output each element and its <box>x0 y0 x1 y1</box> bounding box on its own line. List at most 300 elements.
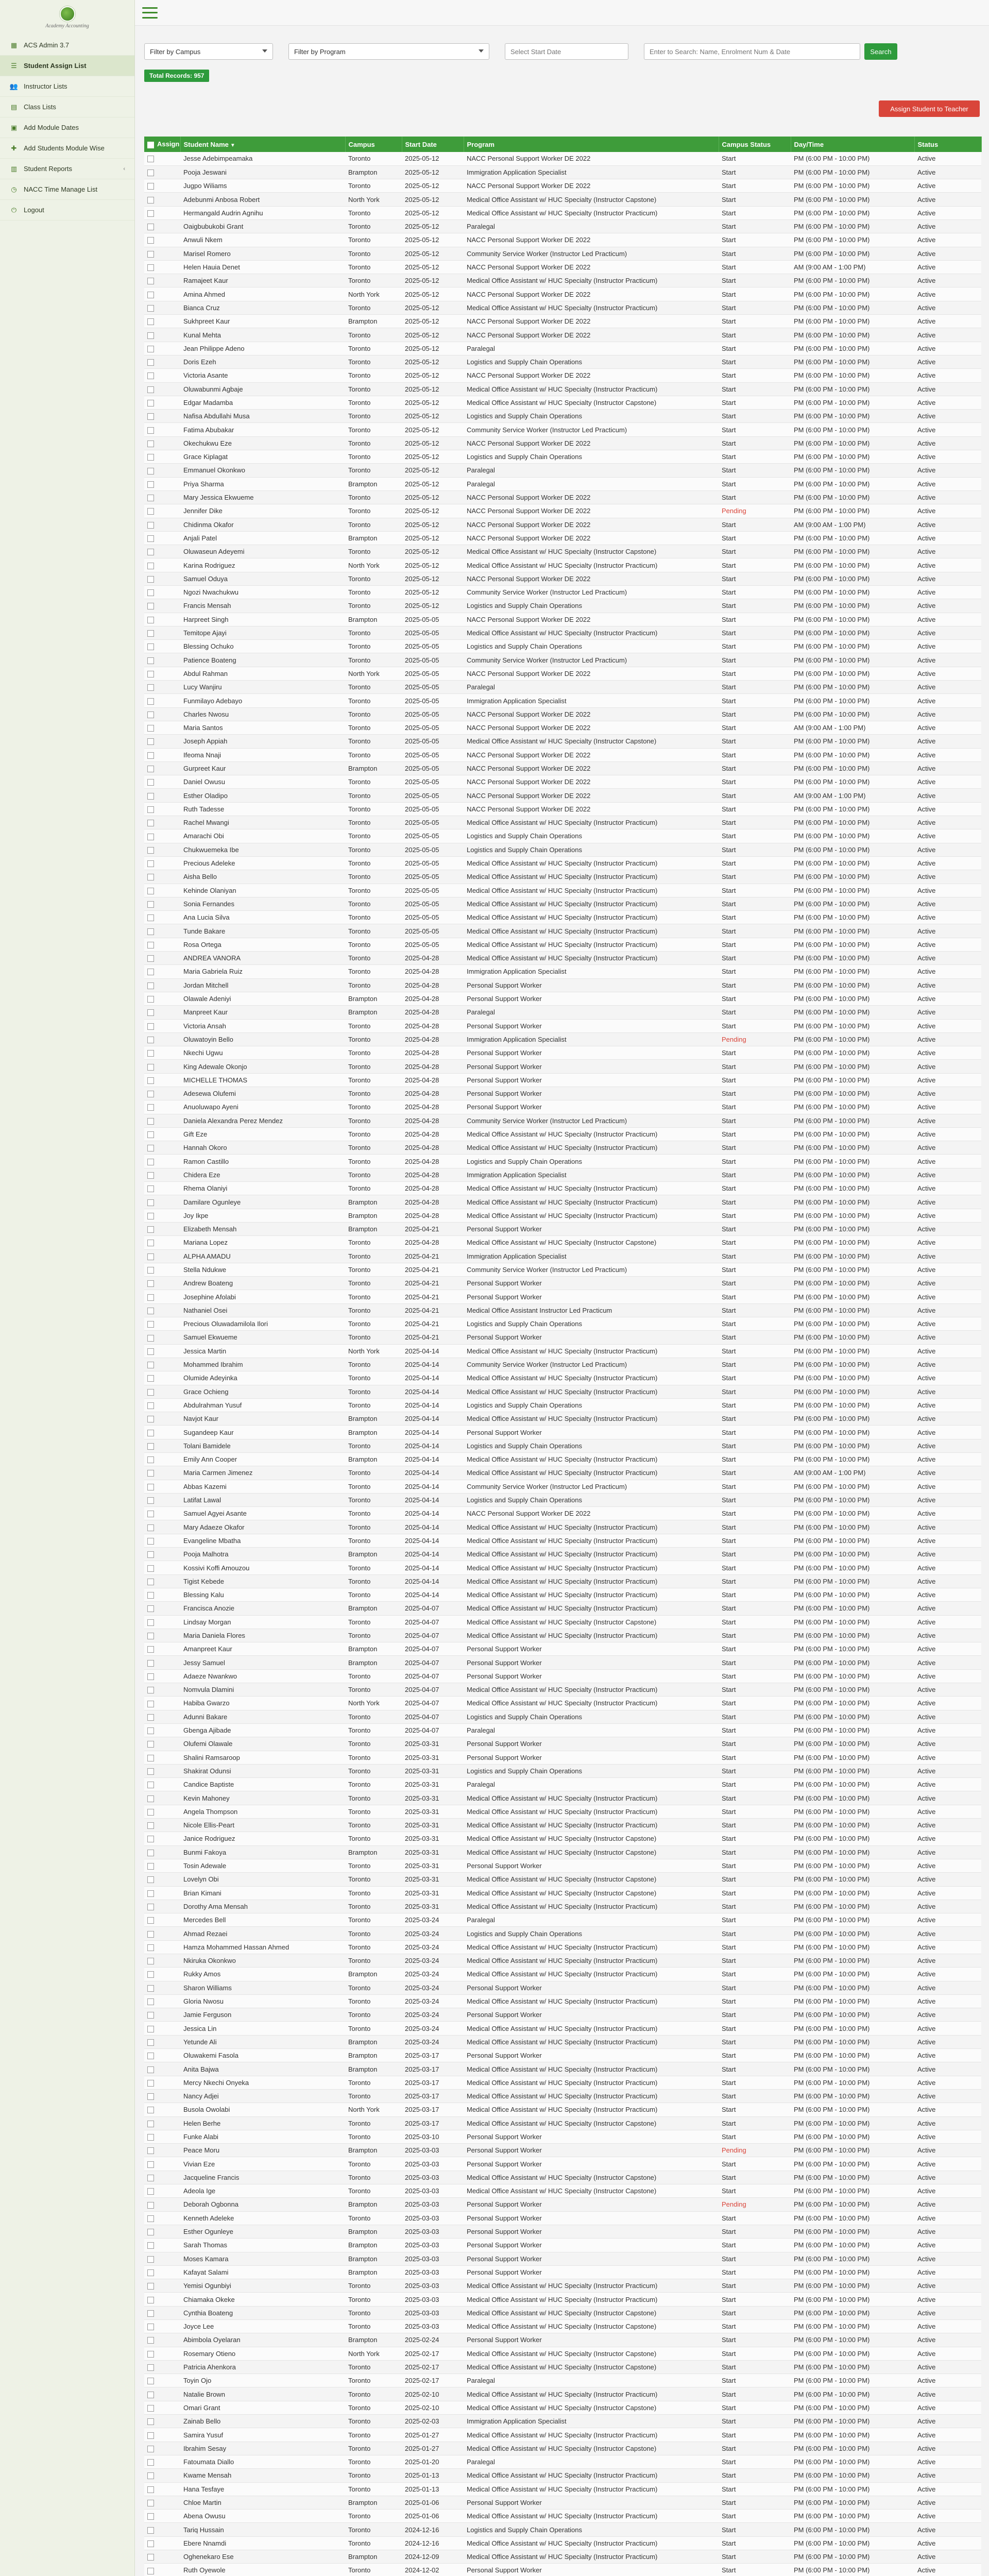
assign-checkbox[interactable] <box>147 643 154 650</box>
student-name-cell: Karina Rodriguez <box>180 558 345 572</box>
day-time-cell: PM (6:00 PM - 10:00 PM) <box>791 2387 914 2401</box>
campus-cell: Brampton <box>345 761 402 775</box>
assign-checkbox[interactable] <box>147 1294 154 1301</box>
sidebar-item[interactable] <box>0 76 134 97</box>
assign-checkbox[interactable] <box>147 549 154 555</box>
program-cell: Logistics and Supply Chain Operations <box>464 410 719 423</box>
assign-checkbox[interactable] <box>147 2107 154 2113</box>
assign-checkbox[interactable] <box>147 1524 154 1531</box>
sort-icon[interactable]: ▼ <box>230 142 235 148</box>
assign-cell <box>144 1317 180 1331</box>
clock-icon: ◷ <box>11 185 17 193</box>
assign-checkbox[interactable] <box>147 468 154 474</box>
campus-cell: Toronto <box>345 1507 402 1520</box>
assign-checkbox[interactable] <box>147 156 154 162</box>
brand[interactable] <box>0 0 134 35</box>
assign-checkbox[interactable] <box>147 1267 154 1274</box>
assign-checkbox[interactable] <box>147 2147 154 2154</box>
table-row <box>144 1073 981 1087</box>
assign-checkbox[interactable] <box>147 2026 154 2032</box>
assign-checkbox[interactable] <box>147 1280 154 1287</box>
assign-checkbox[interactable] <box>147 522 154 529</box>
assign-checkbox[interactable] <box>147 454 154 461</box>
assign-checkbox[interactable] <box>147 603 154 609</box>
campus-status-cell: Start <box>719 531 791 545</box>
assign-checkbox[interactable] <box>147 2446 154 2452</box>
assign-checkbox[interactable] <box>147 2256 154 2263</box>
assign-checkbox[interactable] <box>147 1321 154 1328</box>
assign-checkbox[interactable] <box>147 1511 154 1517</box>
day-time-cell: PM (6:00 PM - 10:00 PM) <box>791 2510 914 2523</box>
assign-checkbox[interactable] <box>147 834 154 840</box>
assign-checkbox[interactable] <box>147 711 154 718</box>
day-time-cell: PM (6:00 PM - 10:00 PM) <box>791 2360 914 2374</box>
campus-status-cell: Start <box>719 206 791 219</box>
select-all-checkbox[interactable] <box>147 142 154 148</box>
assign-checkbox[interactable] <box>147 2283 154 2290</box>
campus-status-cell: Start <box>719 978 791 992</box>
day-time-cell: PM (6:00 PM - 10:00 PM) <box>791 2293 914 2306</box>
sidebar-item[interactable] <box>0 200 134 221</box>
assign-checkbox[interactable] <box>147 766 154 772</box>
assign-checkbox[interactable] <box>147 2269 154 2276</box>
program-cell: Medical Office Assistant w/ HUC Specialty (Instructor Practicum) <box>464 2103 719 2116</box>
assign-checkbox[interactable] <box>147 1931 154 1938</box>
status-cell: Active <box>914 165 981 179</box>
assign-checkbox[interactable] <box>147 2053 154 2059</box>
assign-checkbox[interactable] <box>147 481 154 488</box>
assign-checkbox[interactable] <box>147 1890 154 1897</box>
assign-checkbox[interactable] <box>147 671 154 677</box>
day-time-cell: PM (6:00 PM - 10:00 PM) <box>791 2022 914 2035</box>
assign-checkbox[interactable] <box>147 1605 154 1612</box>
assign-checkbox[interactable] <box>147 928 154 935</box>
assign-checkbox[interactable] <box>147 1118 154 1125</box>
assign-checkbox[interactable] <box>147 305 154 312</box>
assign-checkbox[interactable] <box>147 2066 154 2073</box>
program-cell: Medical Office Assistant Instructor Led Practicum <box>464 1303 719 1317</box>
assign-checkbox[interactable] <box>147 1579 154 1585</box>
table-row <box>144 2008 981 2022</box>
assign-checkbox[interactable] <box>147 1646 154 1653</box>
day-time-cell: PM (6:00 PM - 10:00 PM) <box>791 2496 914 2509</box>
assign-checkbox[interactable] <box>147 901 154 908</box>
table-row <box>144 2428 981 2442</box>
assign-checkbox[interactable] <box>147 752 154 759</box>
program-cell: Medical Office Assistant w/ HUC Specialty (Instructor Practicum) <box>464 1588 719 1601</box>
assign-checkbox[interactable] <box>147 2392 154 2398</box>
assign-checkbox[interactable] <box>147 2554 154 2561</box>
assign-checkbox[interactable] <box>147 1917 154 1924</box>
assign-checkbox[interactable] <box>147 847 154 854</box>
assign-checkbox[interactable] <box>147 386 154 393</box>
campus-cell: Toronto <box>345 965 402 978</box>
campus-cell: Brampton <box>345 2333 402 2347</box>
assign-checkbox[interactable] <box>147 2364 154 2371</box>
table-row <box>144 2387 981 2401</box>
assign-checkbox[interactable] <box>147 2202 154 2209</box>
assign-checkbox[interactable] <box>147 1443 154 1450</box>
assign-checkbox[interactable] <box>147 1687 154 1693</box>
assign-checkbox[interactable] <box>147 1362 154 1368</box>
status-cell: Active <box>914 2293 981 2306</box>
campus-status-cell: Pending <box>719 2144 791 2157</box>
assign-checkbox[interactable] <box>147 942 154 948</box>
sidebar-item[interactable] <box>0 97 134 117</box>
day-time-cell: PM (6:00 PM - 10:00 PM) <box>791 1087 914 1100</box>
assign-checkbox[interactable] <box>147 1199 154 1206</box>
assign-checkbox[interactable] <box>147 1077 154 1084</box>
assign-checkbox[interactable] <box>147 2432 154 2439</box>
assign-checkbox[interactable] <box>147 982 154 989</box>
assign-checkbox[interactable] <box>147 1091 154 1097</box>
assign-checkbox[interactable] <box>147 1701 154 1707</box>
hamburger-menu-icon[interactable] <box>142 7 158 19</box>
assign-checkbox[interactable] <box>147 1430 154 1436</box>
assign-checkbox[interactable] <box>147 495 154 501</box>
assign-checkbox[interactable] <box>147 318 154 325</box>
assign-checkbox[interactable] <box>147 1741 154 1748</box>
assign-checkbox[interactable] <box>147 1971 154 1978</box>
assign-checkbox[interactable] <box>147 1172 154 1179</box>
keyword-search-input[interactable] <box>644 43 860 60</box>
assign-checkbox[interactable] <box>147 2012 154 2019</box>
assign-checkbox[interactable] <box>147 1904 154 1910</box>
sidebar-item[interactable] <box>0 179 134 200</box>
assign-checkbox[interactable] <box>147 2324 154 2330</box>
campus-status-cell: Start <box>719 2469 791 2482</box>
assign-checkbox[interactable] <box>147 2080 154 2087</box>
assign-checkbox[interactable] <box>147 914 154 921</box>
campus-status-cell: Start <box>719 2306 791 2319</box>
assign-checkbox[interactable] <box>147 170 154 176</box>
assign-checkbox[interactable] <box>147 224 154 230</box>
assign-checkbox[interactable] <box>147 793 154 800</box>
status-cell: Active <box>914 1426 981 1439</box>
student-name-cell: Precious Adeleke <box>180 856 345 870</box>
assign-checkbox[interactable] <box>147 264 154 271</box>
start-date-cell: 2025-05-05 <box>402 613 464 626</box>
assign-checkbox[interactable] <box>147 996 154 1003</box>
assign-checkbox[interactable] <box>147 183 154 190</box>
campus-cell: Toronto <box>345 1317 402 1331</box>
day-time-cell: PM (6:00 PM - 10:00 PM) <box>791 1019 914 1032</box>
campus-status-cell: Start <box>719 2252 791 2265</box>
day-time-cell: PM (6:00 PM - 10:00 PM) <box>791 1168 914 1181</box>
status-cell: Active <box>914 1060 981 1073</box>
assign-checkbox[interactable] <box>147 1944 154 1951</box>
status-cell: Active <box>914 1114 981 1127</box>
assign-checkbox[interactable] <box>147 2188 154 2195</box>
assign-checkbox[interactable] <box>147 1551 154 1558</box>
status-cell: Active <box>914 2008 981 2022</box>
assign-checkbox[interactable] <box>147 806 154 813</box>
assign-checkbox[interactable] <box>147 372 154 379</box>
assign-checkbox[interactable] <box>147 563 154 569</box>
start-date-cell: 2025-01-27 <box>402 2428 464 2442</box>
start-date-cell: 2025-03-17 <box>402 2062 464 2076</box>
assign-checkbox[interactable] <box>147 1253 154 1260</box>
assign-checkbox[interactable] <box>147 2175 154 2181</box>
assign-checkbox[interactable] <box>147 698 154 705</box>
start-date-cell: 2025-05-12 <box>402 410 464 423</box>
status-cell: Active <box>914 410 981 423</box>
assign-checkbox[interactable] <box>147 1308 154 1314</box>
assign-checkbox[interactable] <box>147 1768 154 1775</box>
student-name-cell: Maria Daniela Flores <box>180 1629 345 1642</box>
column-header[interactable] <box>180 137 345 152</box>
assign-checkbox[interactable] <box>147 1619 154 1626</box>
assign-checkbox[interactable] <box>147 576 154 583</box>
campus-cell: Toronto <box>345 2171 402 2184</box>
student-name-cell: Olawale Adeniyi <box>180 992 345 1005</box>
assign-checkbox[interactable] <box>147 779 154 786</box>
campus-cell: Toronto <box>345 396 402 409</box>
assign-checkbox[interactable] <box>147 1565 154 1572</box>
assign-checkbox[interactable] <box>147 1850 154 1856</box>
assign-checkbox[interactable] <box>147 1727 154 1734</box>
campus-status-cell: Start <box>719 2347 791 2360</box>
assign-checkbox[interactable] <box>147 2351 154 2358</box>
assign-checkbox[interactable] <box>147 1389 154 1396</box>
program-cell: Personal Support Worker <box>464 2239 719 2252</box>
assign-checkbox[interactable] <box>147 888 154 894</box>
assign-checkbox[interactable] <box>147 2500 154 2506</box>
student-name-cell: Lovelyn Obi <box>180 1873 345 1886</box>
assign-checkbox[interactable] <box>147 1714 154 1721</box>
assign-checkbox[interactable] <box>147 738 154 745</box>
sidebar-item[interactable] <box>0 138 134 159</box>
search-button[interactable]: Search <box>864 43 897 60</box>
campus-status-cell: Start <box>719 1723 791 1737</box>
day-time-cell: PM (6:00 PM - 10:00 PM) <box>791 681 914 694</box>
assign-checkbox[interactable] <box>147 820 154 826</box>
program-cell: Medical Office Assistant w/ HUC Specialty (Instructor Practicum) <box>464 1561 719 1574</box>
assign-checkbox[interactable] <box>147 684 154 691</box>
assign-checkbox[interactable] <box>147 2337 154 2344</box>
assign-checkbox[interactable] <box>147 657 154 664</box>
status-cell: Active <box>914 490 981 504</box>
program-filter-select[interactable] <box>288 43 489 60</box>
assign-checkbox[interactable] <box>147 1497 154 1504</box>
assign-checkbox[interactable] <box>147 1145 154 1151</box>
assign-checkbox[interactable] <box>147 1863 154 1870</box>
assign-checkbox[interactable] <box>147 1822 154 1829</box>
assign-checkbox[interactable] <box>147 1226 154 1233</box>
assign-checkbox[interactable] <box>147 1470 154 1477</box>
assign-checkbox[interactable] <box>147 1592 154 1599</box>
assign-student-button[interactable]: Assign Student to Teacher <box>879 100 980 117</box>
assign-checkbox[interactable] <box>147 1782 154 1788</box>
campus-status-cell: Start <box>719 2130 791 2143</box>
assign-checkbox[interactable] <box>147 535 154 542</box>
assign-checkbox[interactable] <box>147 874 154 880</box>
program-cell: Medical Office Assistant w/ HUC Specialty (Instructor Capstone) <box>464 1845 719 1859</box>
assign-checkbox[interactable] <box>147 1348 154 1355</box>
assign-checkbox[interactable] <box>147 1958 154 1964</box>
sidebar-item[interactable] <box>0 35 134 56</box>
assign-checkbox[interactable] <box>147 1836 154 1842</box>
assign-checkbox[interactable] <box>147 1416 154 1422</box>
status-cell: Active <box>914 843 981 856</box>
assign-cell <box>144 1060 180 1073</box>
assign-checkbox[interactable] <box>147 1484 154 1490</box>
status-cell: Active <box>914 545 981 558</box>
assign-checkbox[interactable] <box>147 1985 154 1992</box>
assign-checkbox[interactable] <box>147 2297 154 2303</box>
student-name-cell: Josephine Afolabi <box>180 1290 345 1303</box>
assign-checkbox[interactable] <box>147 292 154 298</box>
assign-checkbox[interactable] <box>147 2378 154 2384</box>
assign-cell <box>144 1900 180 1913</box>
assign-checkbox[interactable] <box>147 589 154 596</box>
sidebar-item[interactable] <box>0 159 134 179</box>
campus-filter-select[interactable] <box>144 43 273 60</box>
assign-checkbox[interactable] <box>147 2310 154 2317</box>
campus-cell: Toronto <box>345 1940 402 1954</box>
student-name-cell: Ana Lucia Silva <box>180 911 345 924</box>
campus-cell: Toronto <box>345 518 402 531</box>
assign-checkbox[interactable] <box>147 1185 154 1192</box>
campus-status-cell: Start <box>719 247 791 260</box>
assign-checkbox[interactable] <box>147 1402 154 1409</box>
student-name-cell: Okechukwu Eze <box>180 436 345 450</box>
student-name-cell: Rosemary Otieno <box>180 2347 345 2360</box>
assign-checkbox[interactable] <box>147 2121 154 2127</box>
assign-checkbox[interactable] <box>147 725 154 732</box>
assign-checkbox[interactable] <box>147 2486 154 2493</box>
start-date-cell: 2025-05-05 <box>402 884 464 897</box>
assign-cell <box>144 165 180 179</box>
assign-checkbox[interactable] <box>147 2242 154 2249</box>
assign-checkbox[interactable] <box>147 1131 154 1138</box>
assign-checkbox[interactable] <box>147 346 154 352</box>
campus-status-cell: Start <box>719 1697 791 1710</box>
assign-checkbox[interactable] <box>147 237 154 244</box>
day-time-cell: PM (6:00 PM - 10:00 PM) <box>791 2536 914 2550</box>
assign-checkbox[interactable] <box>147 1064 154 1071</box>
assign-checkbox[interactable] <box>147 332 154 339</box>
assign-checkbox[interactable] <box>147 508 154 515</box>
table-row <box>144 667 981 680</box>
assign-checkbox[interactable] <box>147 2418 154 2425</box>
day-time-cell: PM (6:00 PM - 10:00 PM) <box>791 504 914 518</box>
assign-checkbox[interactable] <box>147 2568 154 2574</box>
student-name-cell: Jamie Ferguson <box>180 2008 345 2022</box>
assign-checkbox[interactable] <box>147 197 154 204</box>
status-cell: Active <box>914 2482 981 2496</box>
column-header[interactable] <box>144 137 180 152</box>
assign-cell <box>144 410 180 423</box>
start-date-cell: 2025-01-13 <box>402 2469 464 2482</box>
program-cell: Medical Office Assistant w/ HUC Specialty (Instructor Practicum) <box>464 1453 719 1466</box>
student-name-cell: Abdulrahman Yusuf <box>180 1398 345 1412</box>
start-date-input[interactable] <box>505 43 628 60</box>
assign-checkbox[interactable] <box>147 2039 154 2046</box>
campus-cell: Toronto <box>345 924 402 938</box>
assign-checkbox[interactable] <box>147 1876 154 1883</box>
assign-cell <box>144 2157 180 2171</box>
assign-checkbox[interactable] <box>147 2513 154 2520</box>
assign-checkbox[interactable] <box>147 1375 154 1382</box>
assign-checkbox[interactable] <box>147 2134 154 2141</box>
assign-cell <box>144 328 180 342</box>
assign-checkbox[interactable] <box>147 400 154 406</box>
assign-checkbox[interactable] <box>147 1023 154 1030</box>
start-date-cell: 2025-05-12 <box>402 301 464 314</box>
assign-cell <box>144 1032 180 1046</box>
assign-checkbox[interactable] <box>147 1240 154 1246</box>
assign-checkbox[interactable] <box>147 1755 154 1761</box>
assign-checkbox[interactable] <box>147 359 154 366</box>
assign-checkbox[interactable] <box>147 2215 154 2222</box>
assign-checkbox[interactable] <box>147 278 154 284</box>
assign-checkbox[interactable] <box>147 1456 154 1463</box>
start-date-cell: 2025-03-03 <box>402 2144 464 2157</box>
assign-checkbox[interactable] <box>147 413 154 420</box>
assign-checkbox[interactable] <box>147 2161 154 2168</box>
assign-checkbox[interactable] <box>147 1633 154 1639</box>
assign-checkbox[interactable] <box>147 630 154 637</box>
assign-checkbox[interactable] <box>147 969 154 975</box>
assign-checkbox[interactable] <box>147 617 154 623</box>
table-row <box>144 2320 981 2333</box>
assign-checkbox[interactable] <box>147 1009 154 1016</box>
assign-checkbox[interactable] <box>147 2405 154 2412</box>
sidebar-item[interactable] <box>0 56 134 76</box>
assign-checkbox[interactable] <box>147 440 154 447</box>
program-cell: Medical Office Assistant w/ HUC Specialty (Instructor Practicum) <box>464 938 719 951</box>
program-cell: Medical Office Assistant w/ HUC Specialty (Instructor Practicum) <box>464 2536 719 2550</box>
start-date-cell: 2025-05-05 <box>402 761 464 775</box>
assign-checkbox[interactable] <box>147 1673 154 1680</box>
assign-checkbox[interactable] <box>147 1335 154 1342</box>
assign-checkbox[interactable] <box>147 251 154 258</box>
table-row <box>144 1222 981 1235</box>
assign-checkbox[interactable] <box>147 2472 154 2479</box>
assign-checkbox[interactable] <box>147 2527 154 2534</box>
table-row <box>144 315 981 328</box>
assign-checkbox[interactable] <box>147 427 154 434</box>
assign-checkbox[interactable] <box>147 955 154 962</box>
assign-checkbox[interactable] <box>147 1159 154 1165</box>
assign-checkbox[interactable] <box>147 2540 154 2547</box>
assign-checkbox[interactable] <box>147 1998 154 2005</box>
assign-checkbox[interactable] <box>147 2459 154 2466</box>
day-time-cell: PM (6:00 PM - 10:00 PM) <box>791 1791 914 1805</box>
assign-checkbox[interactable] <box>147 1104 154 1111</box>
assign-checkbox[interactable] <box>147 1037 154 1043</box>
campus-status-cell: Start <box>719 152 791 165</box>
assign-checkbox[interactable] <box>147 210 154 217</box>
day-time-cell: PM (6:00 PM - 10:00 PM) <box>791 193 914 206</box>
start-date-cell: 2025-03-24 <box>402 1968 464 1981</box>
assign-checkbox[interactable] <box>147 1538 154 1545</box>
assign-checkbox[interactable] <box>147 1795 154 1802</box>
assign-checkbox[interactable] <box>147 2229 154 2235</box>
start-date-cell: 2025-05-05 <box>402 843 464 856</box>
assign-checkbox[interactable] <box>147 860 154 867</box>
assign-checkbox[interactable] <box>147 1050 154 1057</box>
start-date-cell: 2025-04-14 <box>402 1453 464 1466</box>
day-time-cell: PM (6:00 PM - 10:00 PM) <box>791 1859 914 1872</box>
sidebar-item[interactable] <box>0 117 134 138</box>
assign-checkbox[interactable] <box>147 1809 154 1816</box>
campus-status-cell: Start <box>719 911 791 924</box>
assign-checkbox[interactable] <box>147 1213 154 1219</box>
assign-checkbox[interactable] <box>147 2093 154 2100</box>
assign-checkbox[interactable] <box>147 1660 154 1667</box>
